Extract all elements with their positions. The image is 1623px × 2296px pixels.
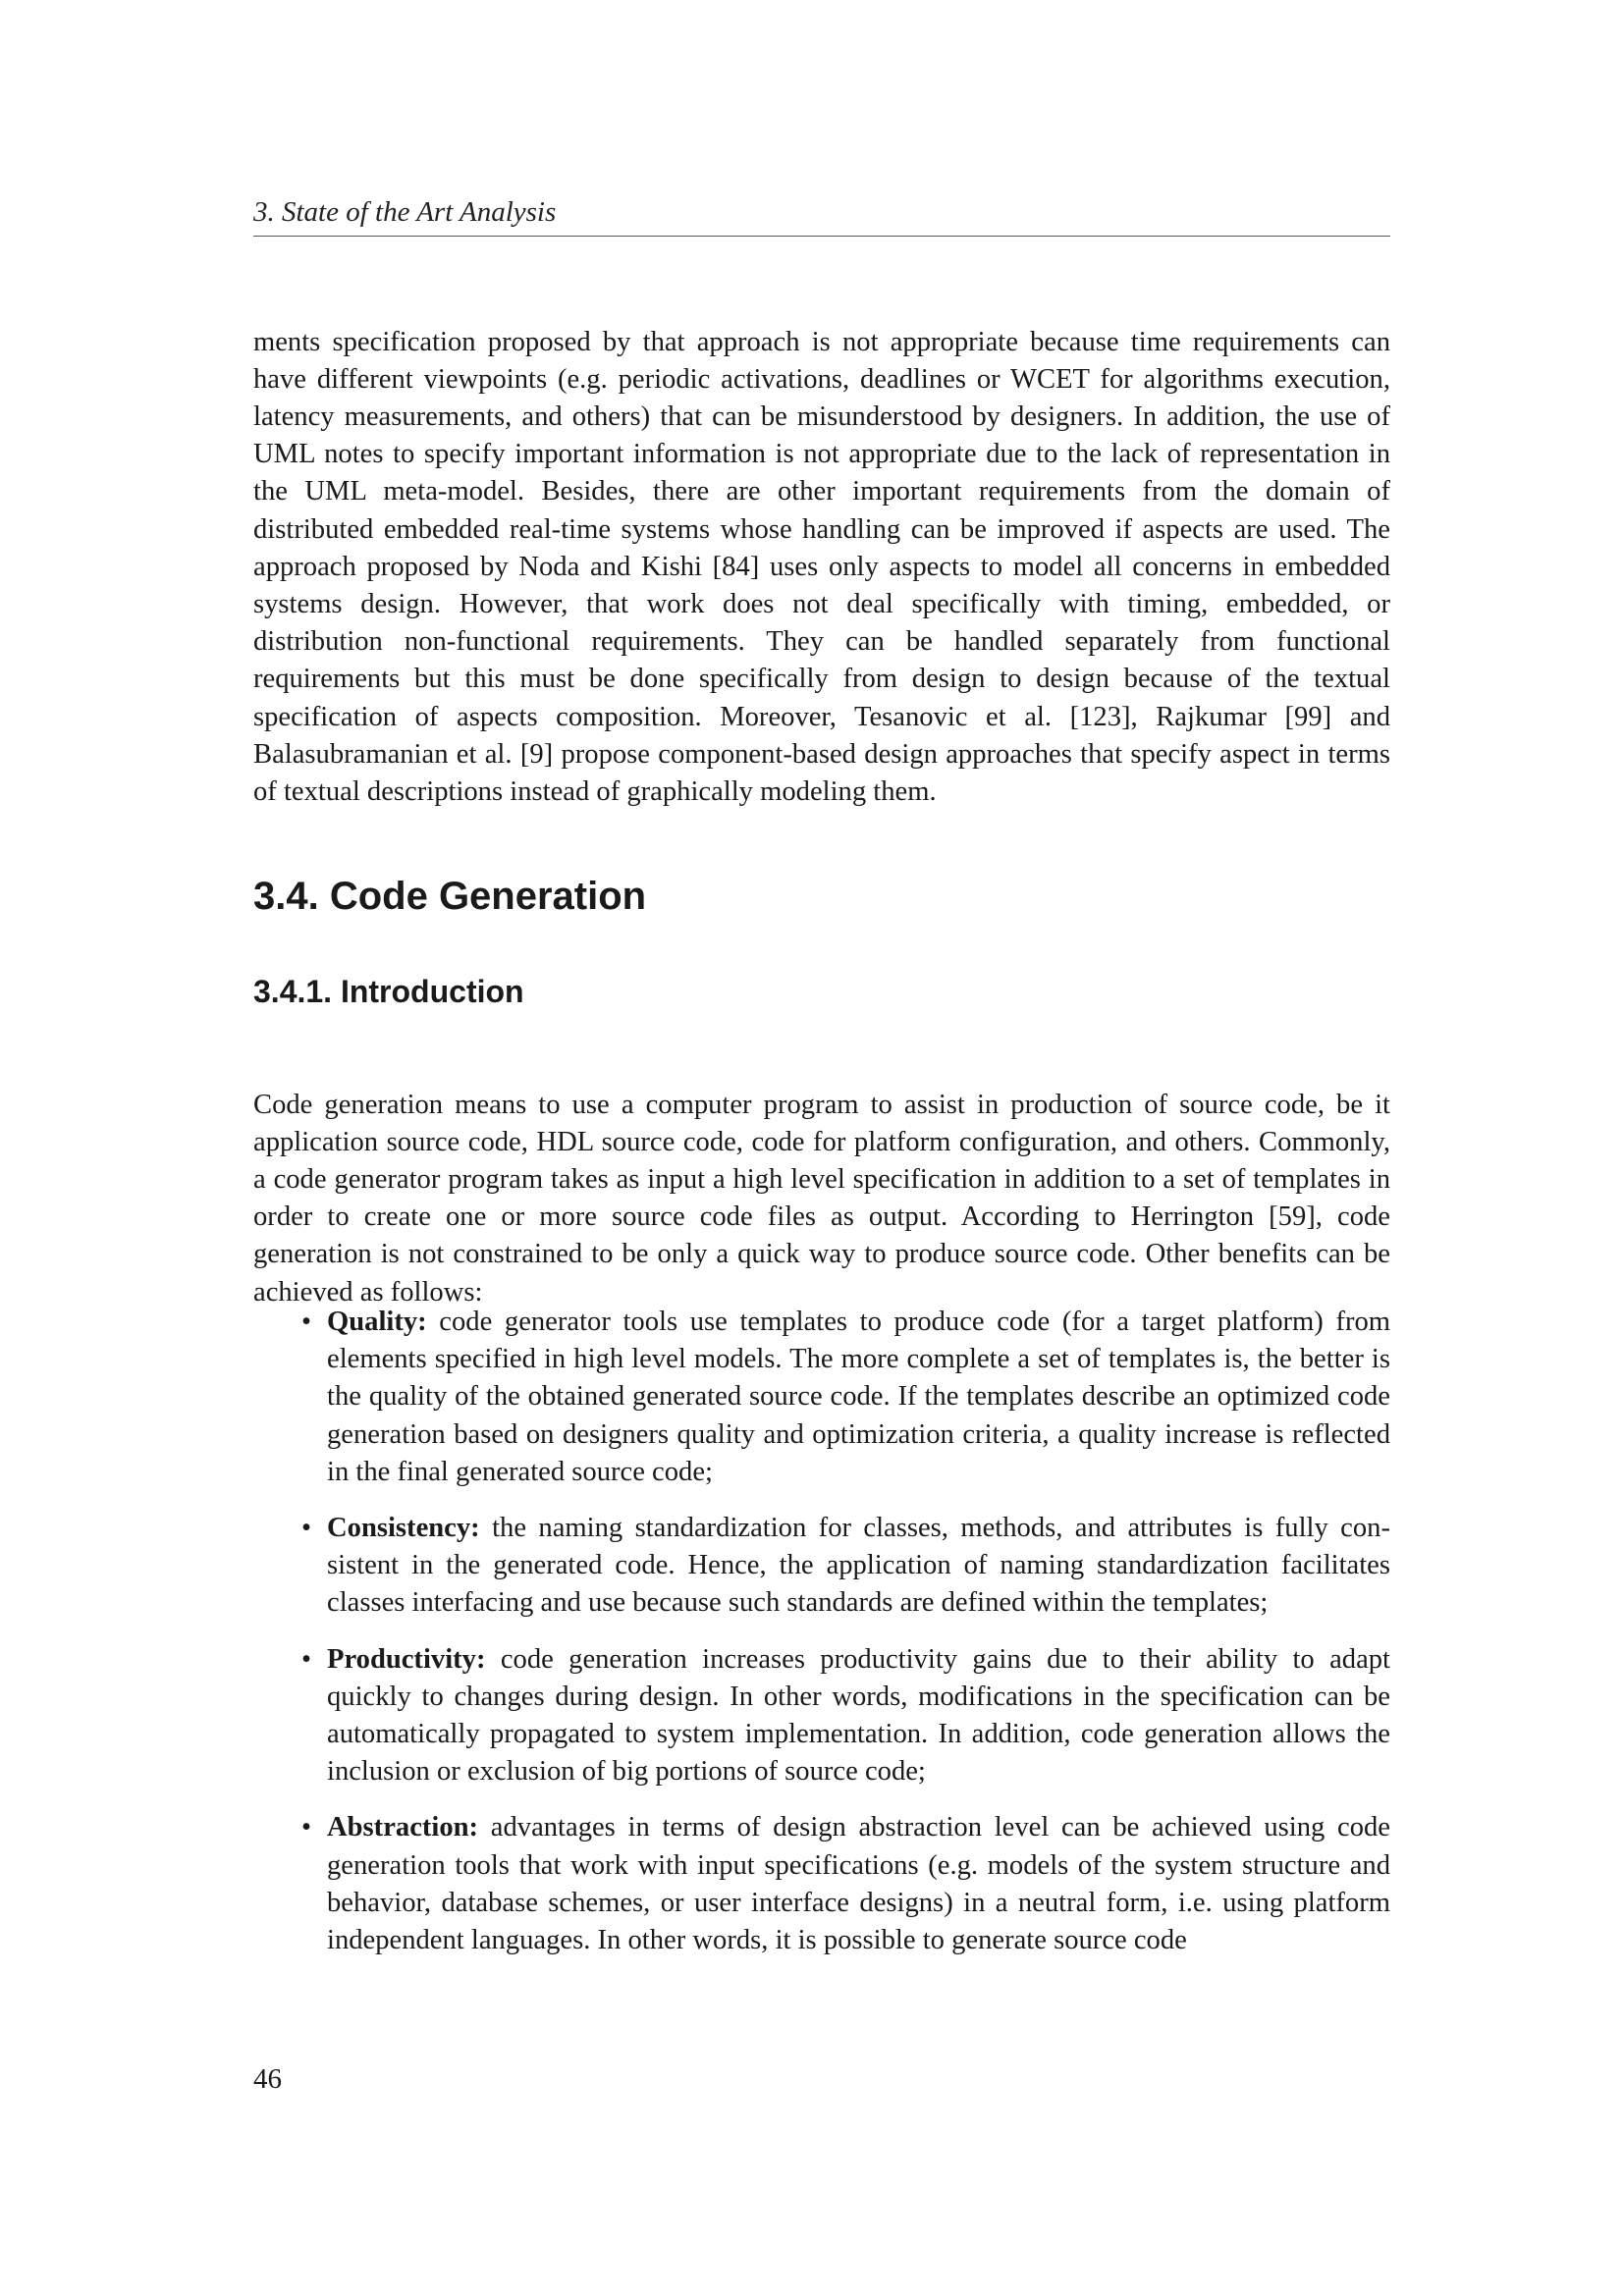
list-item-consistency	[253, 1510, 1390, 1623]
bullet-icon: •	[300, 1307, 311, 1337]
bullet-text: code generation increases productivity gains due to their ability to adapt quickly to changes during design. In other words, modifications in the specification can be automatically propagated to system implementation. In addition, code generation allows the inclusion or exclusion of big portions of source code;	[327, 1643, 1390, 1788]
bullet-icon: •	[300, 1643, 311, 1675]
list-item-abstraction	[253, 1809, 1390, 1959]
intro-paragraph: ments specification proposed by that approach is not appropriate because time requirements can have different viewpoints (e.g. periodic activations, deadlines or WCET for algorithms execution, latency measurements, and others) that can be misunderstood by designers. In addition, the use of UML notes to specify important information is not appropriate due to the lack of representation in the UML meta-model. Besides, there are other important requirements from the domain of distributed embedded real-time systems whose handling can be improved if aspects are used. The approach proposed by Noda and Kishi [84] uses only aspects to model all concerns in embedded systems design. However, that work does not deal specifically with timing, embedded, or distribution non-functional requirements. They can be handled separately from functional requirements but this must be done specifically from design to design because of the textual specification of aspects composition. Moreover, Tesanovic et al. [123], Rajkumar [99] and Balasubramanian et al. [9] propose component-based design approaches that specify aspect in terms of textual descriptions instead of graphically modeling them.	[253, 326, 1390, 808]
bullet-term: Abstraction:	[327, 1812, 479, 1843]
bullet-term: Quality:	[327, 1307, 427, 1337]
subsection-heading: 3.4.1. Introduction	[253, 974, 524, 1009]
benefits-list	[253, 1304, 1390, 1978]
list-item-quality	[253, 1304, 1390, 1491]
bullet-text: code generator tools use templates to produce code (for a target platform) from elements specified in high level models. The more complete a set of templates is, the better is the quality of the obtained generated source code. If the templates describe an optimized code generation based on designers quality and optimization criteria, a quality increase is reflected in the final generated source code;	[327, 1307, 1390, 1487]
running-header: 3. State of the Art Analysis	[253, 194, 1390, 237]
code-generation-paragraph: Code generation means to use a computer program to assist in production of source code, be it application source code, HDL source code, code for platform configuration, and others. Commonly, a code generator program takes as input a high level specification in addition to a set of templates in order to create one or more source code files as output. According to Herrington [59], code generation is not constrained to be only a quick way to produce source code. Other benefits can be achieved as follows:	[253, 1089, 1390, 1308]
section-heading: 3.4. Code Generation	[253, 875, 647, 918]
bullet-term: Productivity:	[327, 1643, 486, 1675]
bullet-term: Consistency:	[327, 1513, 480, 1544]
bullet-icon: •	[300, 1513, 311, 1544]
bullet-icon: •	[300, 1812, 311, 1843]
bullet-text: advantages in terms of design abstraction level can be achieved using code generation tools that work with input specifications (e.g. models of the system structure and behavior, database schemes, or user interface designs) in a neutral form, i.e. using platform independent languages. In other words, it is possible to generate source code	[327, 1812, 1390, 1956]
list-item-productivity	[253, 1641, 1390, 1791]
page-number: 46	[253, 2063, 282, 2095]
bullet-text: the naming standardization for classes, methods, and attributes is fully consistent in the generated code. Hence, the application of naming standardization facilitates classes interfacing and use because such standards are defined within the templates;	[327, 1513, 1390, 1619]
